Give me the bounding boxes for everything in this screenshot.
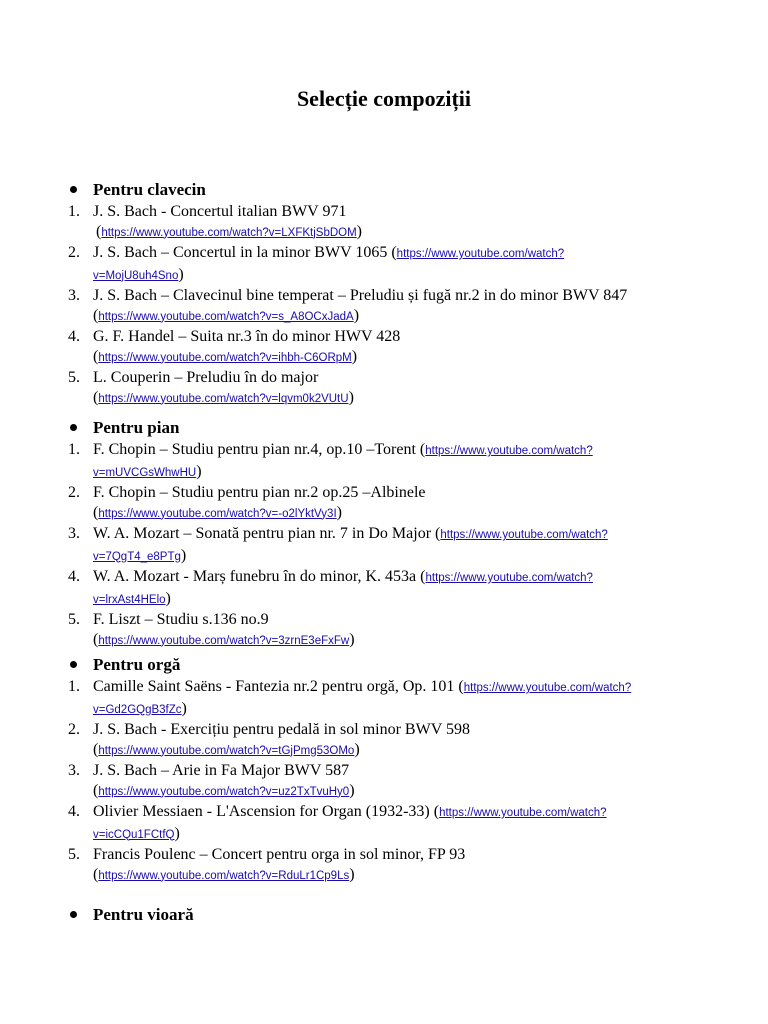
list-item: 5. Francis Poulenc – Concert pentru orga in sol minor, FP 93 (https://www.youtube.com/watch?v=RduLr1Cp9Ls) (68, 846, 466, 883)
bullet-icon (70, 661, 77, 668)
list-item: 2. F. Chopin – Studiu pentru pian nr.2 op.25 –Albinele (https://www.youtube.com/watch?v=-o2lYktVy3I) (68, 484, 426, 521)
youtube-link[interactable]: https://www.youtube.com/watch?v=ihbh-C6ORpM (98, 351, 352, 364)
composition-list (0, 202, 768, 409)
youtube-link[interactable]: https://www.youtube.com/watch?v=RduLr1Cp9Ls (98, 869, 350, 882)
youtube-link[interactable]: https://www.youtube.com/watch? v=lrxAst4HElo (93, 572, 593, 606)
item-number: 2. (68, 484, 80, 501)
section-heading-text: Pentru clavecin (93, 180, 206, 199)
list-item: 3. W. A. Mozart – Sonată pentru pian nr. 7 in Do Major (https://www.youtube.com/watch? v=7QgT4_e8PTg) (68, 525, 608, 564)
list-item: 4. W. A. Mozart - Marș funebru în do minor, K. 453a (https://www.youtube.com/watch? v=lrxAst4HElo) (68, 568, 593, 607)
item-number: 4. (68, 803, 80, 820)
item-number: 2. (68, 244, 80, 261)
youtube-link[interactable]: https://www.youtube.com/watch? v=7QgT4_e8PTg (93, 529, 608, 563)
list-item: 1. Camille Saint Saëns - Fantezia nr.2 pentru orgă, Op. 101 (https://www.youtube.com/watch? v=Gd2GQgB3fZc) (68, 678, 632, 717)
list-item: 5. L. Couperin – Preludiu în do major (https://www.youtube.com/watch?v=lqvm0k2VUtU) (68, 369, 354, 406)
page-title: Selecție compoziții (296, 86, 472, 111)
item-number: 4. (68, 328, 80, 345)
item-number: 5. (68, 369, 80, 386)
item-text: Olivier Messiaen - L'Ascension for Organ (1932-33) (93, 803, 434, 820)
section-orga (0, 655, 768, 886)
youtube-link[interactable]: https://www.youtube.com/watch?v=uz2TxTvuHy0 (98, 785, 350, 798)
youtube-link[interactable]: https://www.youtube.com/watch?v=s_A8OCxJadA (98, 310, 354, 323)
section-heading (0, 180, 768, 202)
bullet-icon (70, 186, 77, 193)
link-wrap: (https://www.youtube.com/watch?v=LXFKtjSbDOM) (96, 222, 362, 240)
item-text: F. Chopin – Studiu pentru pian nr.2 op.25 –Albinele (93, 484, 426, 501)
list-item: 1. F. Chopin – Studiu pentru pian nr.4, op.10 –Torent (https://www.youtube.com/watch? v=mUVCGsWhwHU) (68, 441, 593, 480)
list-item: 4. G. F. Handel – Suita nr.3 în do minor HWV 428 (https://www.youtube.com/watch?v=ihbh-C6ORpM) (68, 328, 401, 365)
item-text: W. A. Mozart - Marș funebru în do minor, K. 453a (93, 568, 421, 585)
item-number: 1. (68, 678, 80, 695)
bullet-icon (70, 911, 77, 918)
section-heading-text: Pentru orgă (93, 655, 181, 674)
item-text: J. S. Bach – Concertul in la minor BWV 1065 (93, 244, 392, 261)
item-text: J. S. Bach - Exercițiu pentru pedală in sol minor BWV 598 (93, 721, 470, 738)
item-number: 5. (68, 846, 80, 863)
list-item: 5. F. Liszt – Studiu s.136 no.9 (https://www.youtube.com/watch?v=3zrnE3eFxFw) (68, 611, 355, 648)
section-heading-text: Pentru pian (93, 418, 180, 437)
item-text: J. S. Bach - Concertul italian BWV 971 (93, 203, 347, 220)
list-item: 2. J. S. Bach - Exercițiu pentru pedală in sol minor BWV 598 (https://www.youtube.com/watch?v=tGjPmg53OMo) (68, 721, 470, 758)
youtube-link[interactable]: https://www.youtube.com/watch?v=-o2lYktVy3I (98, 507, 337, 520)
item-text: L. Couperin – Preludiu în do major (93, 369, 319, 386)
item-text: F. Liszt – Studiu s.136 no.9 (93, 611, 269, 628)
youtube-link[interactable]: https://www.youtube.com/watch? v=mUVCGsWhwHU (93, 445, 593, 479)
list-item: 3. J. S. Bach – Clavecinul bine temperat – Preludiu și fugă nr.2 in do minor BWV 847 (https://www.youtube.com/watch?v=s_A8OCxJadA) (68, 287, 628, 324)
youtube-link[interactable]: https://www.youtube.com/watch? v=Gd2GQgB3fZc (93, 682, 632, 716)
item-number: 5. (68, 611, 80, 628)
list-item (0, 202, 768, 243)
bullet-icon (70, 424, 77, 431)
youtube-link[interactable]: https://www.youtube.com/watch? v=MojU8uh4Sno (93, 248, 565, 282)
youtube-link[interactable]: https://www.youtube.com/watch?v=tGjPmg53OMo (98, 744, 355, 757)
item-number: 3. (68, 287, 80, 304)
item-number: 4. (68, 568, 80, 585)
section-heading (0, 655, 768, 677)
item-number: 2. (68, 721, 80, 738)
item-number: 1. (68, 441, 80, 458)
item-text: F. Chopin – Studiu pentru pian nr.4, op.10 –Torent (93, 441, 420, 458)
item-number: 3. (68, 762, 80, 779)
section-heading-text: Pentru vioară (93, 905, 194, 924)
list-item: 2. J. S. Bach – Concertul in la minor BWV 1065 (https://www.youtube.com/watch? v=MojU8uh4Sno) (68, 244, 565, 283)
item-text: Francis Poulenc – Concert pentru orga in sol minor, FP 93 (93, 846, 466, 863)
section-pian (0, 418, 768, 651)
section-vioara (0, 905, 768, 927)
youtube-link[interactable]: https://www.youtube.com/watch?v=3zrnE3eFxFw (98, 634, 350, 647)
composition-list (0, 677, 768, 886)
list-item: 3. J. S. Bach – Arie in Fa Major BWV 587 (https://www.youtube.com/watch?v=uz2TxTvuHy0) (68, 762, 355, 799)
youtube-link[interactable]: https://www.youtube.com/watch?v=LXFKtjSbDOM (101, 226, 357, 239)
item-text: J. S. Bach – Arie in Fa Major BWV 587 (93, 762, 350, 779)
composition-list (0, 440, 768, 651)
item-number: 3. (68, 525, 80, 542)
item-text: Camille Saint Saëns - Fantezia nr.2 pentru orgă, Op. 101 (93, 678, 459, 695)
section-clavecin (0, 180, 768, 409)
item-text: G. F. Handel – Suita nr.3 în do minor HWV 428 (93, 328, 401, 345)
item-text: W. A. Mozart – Sonată pentru pian nr. 7 in Do Major (93, 525, 436, 542)
youtube-link[interactable]: https://www.youtube.com/watch? v=icCQu1FCtfQ (93, 807, 607, 841)
list-item: 4. Olivier Messiaen - L'Ascension for Organ (1932-33) (https://www.youtube.com/watch? v=icCQu1FCtfQ) (68, 803, 607, 842)
item-number: 1. (68, 203, 80, 220)
youtube-link[interactable]: https://www.youtube.com/watch?v=lqvm0k2VUtU (98, 392, 349, 405)
section-heading (0, 418, 768, 440)
section-heading (0, 905, 768, 927)
item-text: J. S. Bach – Clavecinul bine temperat – Preludiu și fugă nr.2 in do minor BWV 847 (93, 287, 628, 304)
